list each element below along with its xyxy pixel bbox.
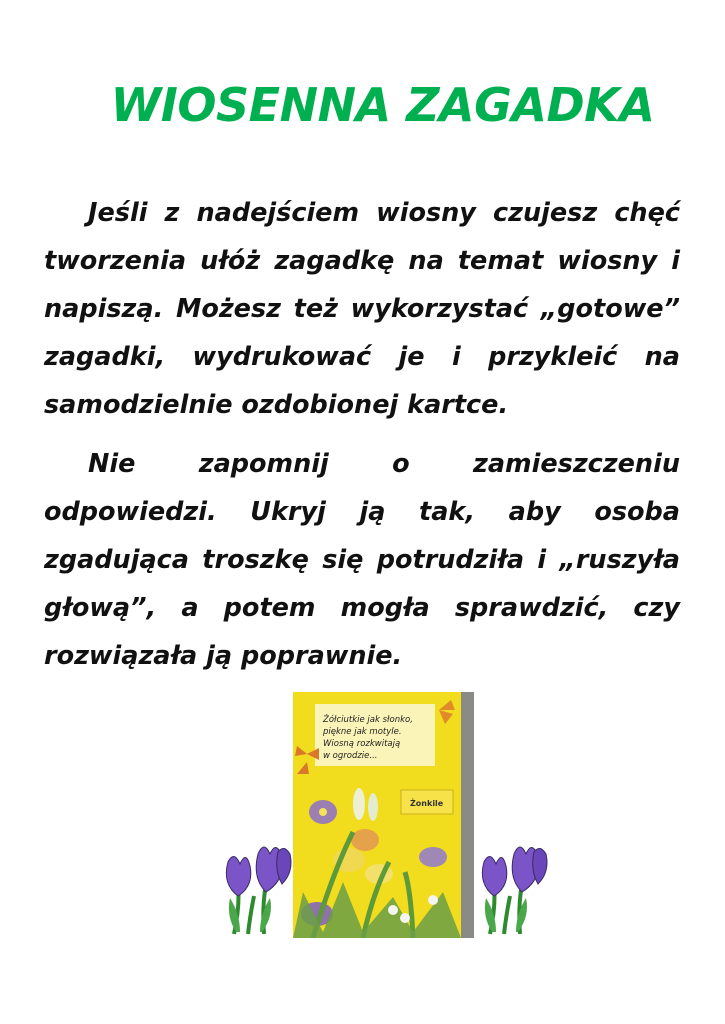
riddle-line: Wiosną rozkwitają — [323, 739, 401, 749]
riddle-line: piękne jak motyle. — [323, 727, 402, 737]
instruction-paragraph: Jeśli z nadejściem wiosny czujesz chęć tworzenia ułóż zagadkę na temat wiosny i napiszą. Możesz też wykorzystać „gotowe” zagadki, wydrukować je i przykleić na samodzielnie ozdobionej kartce. — [44, 198, 680, 420]
riddle-line: Żółciutkie jak słonko, — [323, 715, 413, 725]
page-title: WIOSENNA ZAGADKA — [110, 78, 655, 132]
crocus-illustration — [218, 836, 296, 936]
riddle-card-photo — [293, 692, 474, 938]
crocus-illustration — [474, 836, 552, 936]
riddle-line: w ogrodzie... — [323, 751, 378, 761]
answer-label: Żonkile — [410, 799, 444, 808]
answer-paragraph: Nie zapomnij o zamieszczeniu odpowiedzi. Ukryj ją tak, aby osoba zgadująca troszkę się potrudziła i „ruszyła głową”, a potem mogła sprawdzić, czy rozwiązała ją poprawnie. — [44, 449, 680, 671]
